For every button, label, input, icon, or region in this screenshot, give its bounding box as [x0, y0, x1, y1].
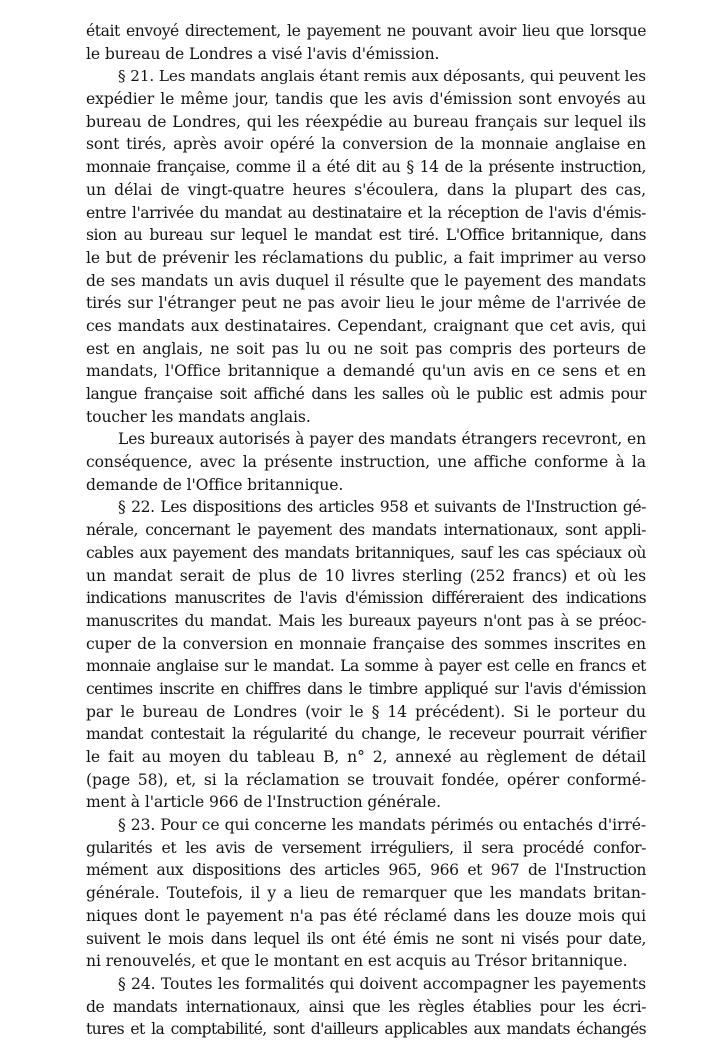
text-line: bureau de Londres, qui les réexpédie au bureau français sur lequel ils	[86, 112, 646, 131]
text-line: mandats, l'Office britannique a demandé qu'un avis en ce sens et en	[86, 362, 646, 381]
text-line: niques dont le payement n'a pas été réclamé dans les douze mois qui	[86, 906, 646, 925]
text-line: un délai de vingt-quatre heures s'écoulera, dans la plupart des cas,	[86, 180, 646, 199]
paragraph-23-start: § 23. Pour ce qui concerne les mandats périmés ou entachés d'irré-	[118, 816, 646, 835]
text-line: monnaie anglaise sur le mandat. La somme à payer est celle en francs et	[86, 657, 646, 676]
paragraph-bureaux-start: Les bureaux autorisés à payer des mandats étrangers recevront, en	[118, 430, 646, 449]
text-line: toucher les mandats anglais.	[86, 407, 311, 426]
text-line: entre l'arrivée du mandat au destinataire et la réception de l'avis d'émis-	[86, 203, 646, 222]
paragraph-22-start: § 22. Les dispositions des articles 958 et suivants de l'Instruction gé-	[118, 498, 646, 517]
text-line: générale. Toutefois, il y a lieu de remarquer que les mandats britan-	[86, 884, 646, 903]
text-line: ni renouvelés, et que le montant en est acquis au Trésor britannique.	[86, 952, 628, 971]
text-line: ces mandats aux destinataires. Cependant, craignant que cet avis, qui	[86, 316, 646, 335]
text-line: par le bureau de Londres (voir le § 14 précédent). Si le porteur du	[86, 702, 646, 721]
text-line: gularités et les avis de versement irréguliers, il sera procédé confor-	[86, 838, 646, 857]
text-line: manuscrites du mandat. Mais les bureaux payeurs n'ont pas à se préoc-	[86, 611, 646, 630]
text-line: demande de l'Office britannique.	[86, 475, 344, 494]
text-line: mandat contestait la régularité du change, le receveur pourrait vérifier	[86, 725, 646, 744]
text-line: langue française soit affiché dans les salles où le public est admis pour	[86, 385, 646, 403]
text-line: le bureau de Londres a visé l'avis d'émission.	[86, 44, 440, 63]
text-line: le but de prévenir les réclamations du public, a fait imprimer au verso	[86, 248, 646, 267]
paragraph-21-start: § 21. Les mandats anglais étant remis aux déposants, qui peuvent les	[118, 67, 646, 86]
paragraph-24-start: § 24. Toutes les formalités qui doivent accompagner les payements	[118, 974, 646, 993]
text-line: nérale, concernant le payement des mandats internationaux, sont appli-	[86, 521, 646, 540]
text-line: sont tirés, après avoir opéré la conversion de la monnaie anglaise en	[86, 135, 646, 154]
text-line: centimes inscrite en chiffres dans le timbre appliqué sur l'avis d'émission	[86, 679, 646, 698]
text-line: cuper de la conversion en monnaie française des sommes inscrites en	[86, 634, 646, 653]
text-line: est en anglais, ne soit pas lu ou ne soit pas compris des porteurs de	[86, 339, 646, 358]
text-line: cables aux payement des mandats britanniques, sauf les cas spéciaux où	[86, 543, 646, 562]
text-line: conséquence, avec la présente instruction, une affiche conforme à la	[86, 453, 646, 472]
text-line: (page 58), et, si la réclamation se trouvait fondée, opérer conformé-	[86, 770, 646, 789]
text-line: tures et la comptabilité, sont d'ailleurs applicables aux mandats échangés	[86, 1020, 646, 1039]
text-line: tirés sur l'étranger peut ne pas avoir lieu le jour même de l'arrivée de	[86, 294, 646, 313]
text-line: était envoyé directement, le payement ne pouvant avoir lieu que lorsque	[86, 22, 646, 40]
document-page	[86, 20, 646, 1041]
text-line: ment à l'article 966 de l'Instruction générale.	[86, 793, 441, 812]
text-line: de mandats internationaux, ainsi que les règles établies pour les écri-	[86, 997, 646, 1016]
text-line: suivent le mois dans lequel ils ont été émis ne sont ni visés pour date,	[86, 929, 646, 948]
text-line: sion au bureau sur lequel le mandat est tiré. L'Office britannique, dans	[86, 226, 646, 245]
text-line: de ses mandats un avis duquel il résulte que le payement des mandats	[86, 271, 646, 290]
text-line: monnaie française, comme il a été dit au § 14 de la présente instruction,	[86, 158, 646, 177]
text-line: le fait au moyen du tableau B, n° 2, annexé au règlement de détail	[86, 748, 646, 766]
text-line: indications manuscrites de l'avis d'émission différeraient des indications	[86, 589, 646, 608]
text-line: un mandat serait de plus de 10 livres sterling (252 francs) et où les	[86, 566, 646, 585]
text-line: mément aux dispositions des articles 965, 966 et 967 de l'Instruction	[86, 861, 646, 880]
text-line: expédier le même jour, tandis que les avis d'émission sont envoyés au	[86, 90, 646, 109]
